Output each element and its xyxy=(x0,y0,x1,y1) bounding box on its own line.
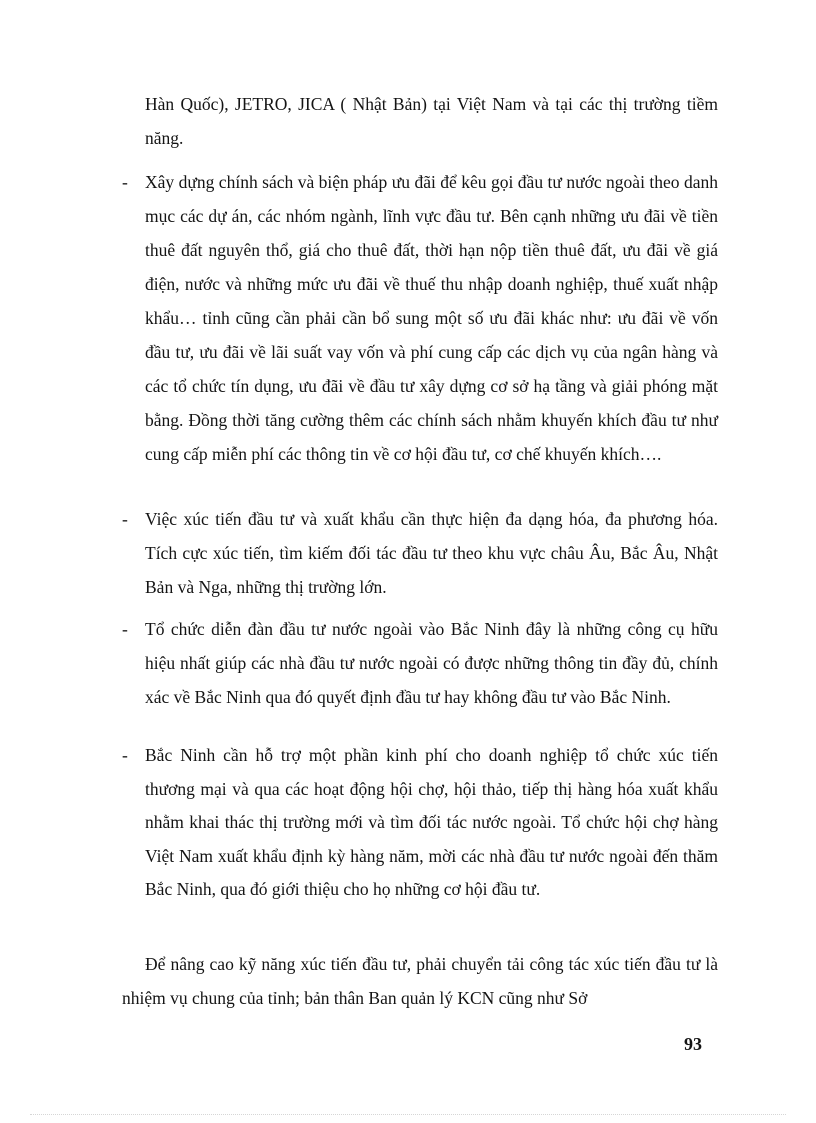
bullet-text: Tổ chức diễn đàn đầu tư nước ngoài vào Bắc Ninh đây là những công cụ hữu hiệu nhất giúp các nhà đầu tư nước ngoài có được những thông tin đầy đủ, chính xác về Bắc Ninh qua đó quyết định đầu tư hay không đầu tư vào Bắc Ninh. xyxy=(145,619,718,707)
bullet-item xyxy=(122,612,718,714)
page-number: 93 xyxy=(684,1034,702,1054)
footer-divider xyxy=(30,1114,786,1115)
bullet-item xyxy=(122,739,718,907)
bullet-marker: - xyxy=(122,172,128,192)
bullet-text: Việc xúc tiến đầu tư và xuất khẩu cần thực hiện đa dạng hóa, đa phương hóa. Tích cực xúc tiến, tìm kiếm đối tác đầu tư theo khu vực châu Âu, Bắc Âu, Nhật Bản và Nga, những thị trường lớn. xyxy=(145,509,718,597)
bullet-marker: - xyxy=(122,509,128,529)
bullet-text: Bắc Ninh cần hỗ trợ một phần kinh phí cho doanh nghiệp tổ chức xúc tiến thương mại và qua các hoạt động hội chợ, hội thảo, tiếp thị hàng hóa xuất khẩu nhằm khai thác thị trường mới và tìm đối tác nước ngoài. Tổ chức hội chợ hàng Việt Nam xuất khẩu định kỳ hàng năm, mời các nhà đầu tư nước ngoài đến thăm Bắc Ninh, qua đó giới thiệu cho họ những cơ hội đầu tư. xyxy=(145,745,718,899)
bullet-marker: - xyxy=(122,619,128,639)
bullet-text: Xây dựng chính sách và biện pháp ưu đãi để kêu gọi đầu tư nước ngoài theo danh mục các dự án, các nhóm ngành, lĩnh vực đầu tư. Bên cạnh những ưu đãi về tiền thuê đất nguyên thổ, giá cho thuê đất, thời hạn nộp tiền thuê đất, ưu đãi về giá điện, nước và những mức ưu đãi về thuế thu nhập doanh nghiệp, thuế xuất nhập khẩu… tỉnh cũng cần phải cần bổ sung một số ưu đãi khác như: ưu đãi về vốn đầu tư, ưu đãi về lãi suất vay vốn và phí cung cấp các dịch vụ của ngân hàng và các tổ chức tín dụng, ưu đãi về đầu tư xây dựng cơ sở hạ tầng và giải phóng mặt bằng. Đồng thời tăng cường thêm các chính sách nhằm khuyến khích đầu tư như cung cấp miễn phí các thông tin về cơ hội đầu tư, cơ chế khuyến khích…. xyxy=(145,172,718,464)
bullet-item xyxy=(122,165,718,471)
bullet-item xyxy=(122,502,718,604)
intro-paragraph: Hàn Quốc), JETRO, JICA ( Nhật Bản) tại Việt Nam và tại các thị trường tiềm năng. xyxy=(145,94,718,148)
closing-paragraph: Để nâng cao kỹ năng xúc tiến đầu tư, phải chuyển tải công tác xúc tiến đầu tư là nhiệm vụ chung của tỉnh; bản thân Ban quản lý KCN cũng như Sở xyxy=(122,954,718,1008)
bullet-marker: - xyxy=(122,745,128,765)
